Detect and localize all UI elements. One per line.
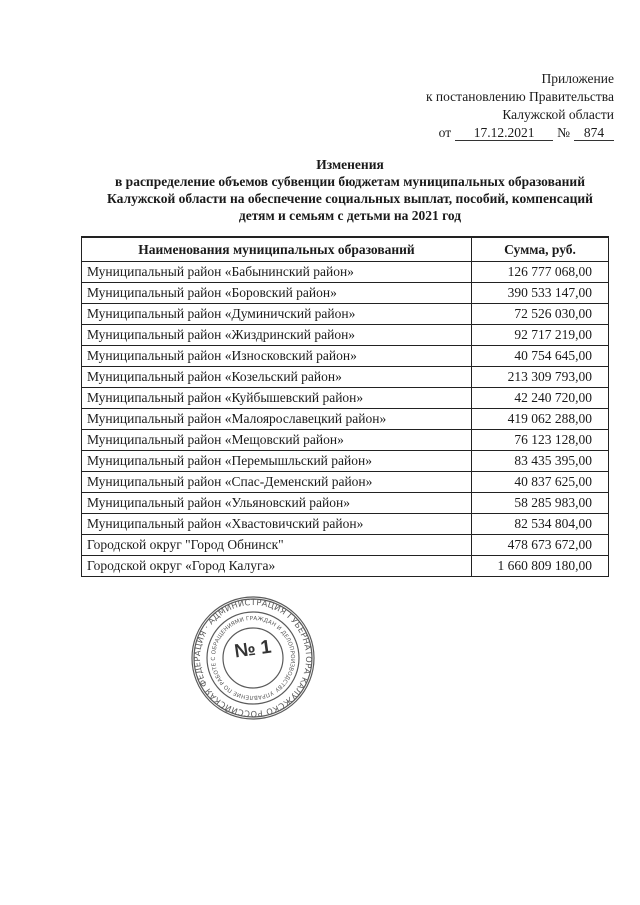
table-row — [82, 409, 609, 430]
row-name: Муниципальный район «Куйбышевский район» — [82, 388, 472, 409]
seal-number: № 1 — [233, 636, 273, 663]
table-row — [82, 367, 609, 388]
seal-outer-text: РОССИЙСКАЯ ФЕДЕРАЦИЯ · АДМИНИСТРАЦИЯ ГУБЕРНАТОРА КАЛУЖСКОЙ — [191, 596, 315, 720]
row-name: Муниципальный район «Бабынинский район» — [82, 262, 472, 283]
official-seal — [190, 595, 316, 721]
row-name: Муниципальный район «Ульяновский район» — [82, 493, 472, 514]
row-amount: 42 240 720,00 — [472, 388, 609, 409]
appendix-header — [354, 70, 614, 142]
row-amount: 40 837 625,00 — [472, 472, 609, 493]
row-name: Муниципальный район «Перемышльский район» — [82, 451, 472, 472]
row-name: Муниципальный район «Жиздринский район» — [82, 325, 472, 346]
date-prefix: от — [438, 125, 452, 140]
row-amount: 478 673 672,00 — [472, 535, 609, 556]
row-name: Муниципальный район «Козельский район» — [82, 367, 472, 388]
title-line-3: Калужской области на обеспечение социальных выплат, пособий, компенсаций — [107, 191, 593, 206]
table-row — [82, 262, 609, 283]
table-row — [82, 514, 609, 535]
row-name: Муниципальный район «Износковский район» — [82, 346, 472, 367]
title-line-2: в распределение объемов субвенции бюджетам муниципальных образований — [115, 174, 585, 189]
document-title — [80, 156, 620, 224]
table-row — [82, 325, 609, 346]
row-amount: 76 123 128,00 — [472, 430, 609, 451]
header-name: Наименования муниципальных образований — [82, 237, 472, 262]
table-row — [82, 535, 609, 556]
resolution-number: 874 — [574, 126, 614, 141]
row-amount: 40 754 645,00 — [472, 346, 609, 367]
resolution-date: 17.12.2021 — [455, 126, 553, 141]
title-line-1: Изменения — [316, 157, 384, 172]
row-name: Муниципальный район «Боровский район» — [82, 283, 472, 304]
table-row — [82, 430, 609, 451]
appendix-resolution: к постановлению Правительства — [425, 89, 614, 104]
table-row — [82, 346, 609, 367]
row-amount: 92 717 219,00 — [472, 325, 609, 346]
table-row — [82, 451, 609, 472]
row-amount: 1 660 809 180,00 — [472, 556, 609, 577]
table-row — [82, 283, 609, 304]
row-name: Муниципальный район «Хвастовичский район» — [82, 514, 472, 535]
header-amount: Сумма, руб. — [472, 237, 609, 262]
row-amount: 126 777 068,00 — [472, 262, 609, 283]
row-name: Городской округ "Город Обнинск" — [82, 535, 472, 556]
row-amount: 390 533 147,00 — [472, 283, 609, 304]
row-amount: 82 534 804,00 — [472, 514, 609, 535]
row-amount: 58 285 983,00 — [472, 493, 609, 514]
row-name: Муниципальный район «Мещовский район» — [82, 430, 472, 451]
row-amount: 213 309 793,00 — [472, 367, 609, 388]
subvention-table — [81, 236, 609, 577]
row-name: Муниципальный район «Думиничский район» — [82, 304, 472, 325]
row-amount: 419 062 288,00 — [472, 409, 609, 430]
appendix-date-line — [354, 124, 614, 142]
title-line-4: детям и семьям с детьми на 2021 год — [238, 208, 462, 223]
number-prefix: № — [557, 125, 570, 140]
table-header-row — [82, 237, 609, 262]
table-row — [82, 493, 609, 514]
row-amount: 72 526 030,00 — [472, 304, 609, 325]
seal-inner-text: УПРАВЛЕНИЕ ПО РАБОТЕ С ОБРАЩЕНИЯМИ ГРАЖДАН И ДЕЛОПРОИЗВОДСТВУ — [210, 615, 296, 701]
row-amount: 83 435 395,00 — [472, 451, 609, 472]
row-name: Муниципальный район «Спас-Деменский район» — [82, 472, 472, 493]
table-row — [82, 556, 609, 577]
appendix-label: Приложение — [541, 71, 614, 86]
table-row — [82, 388, 609, 409]
row-name: Городской округ «Город Калуга» — [82, 556, 472, 577]
appendix-region: Калужской области — [502, 107, 614, 122]
row-name: Муниципальный район «Малоярославецкий район» — [82, 409, 472, 430]
table-row — [82, 304, 609, 325]
table-row — [82, 472, 609, 493]
